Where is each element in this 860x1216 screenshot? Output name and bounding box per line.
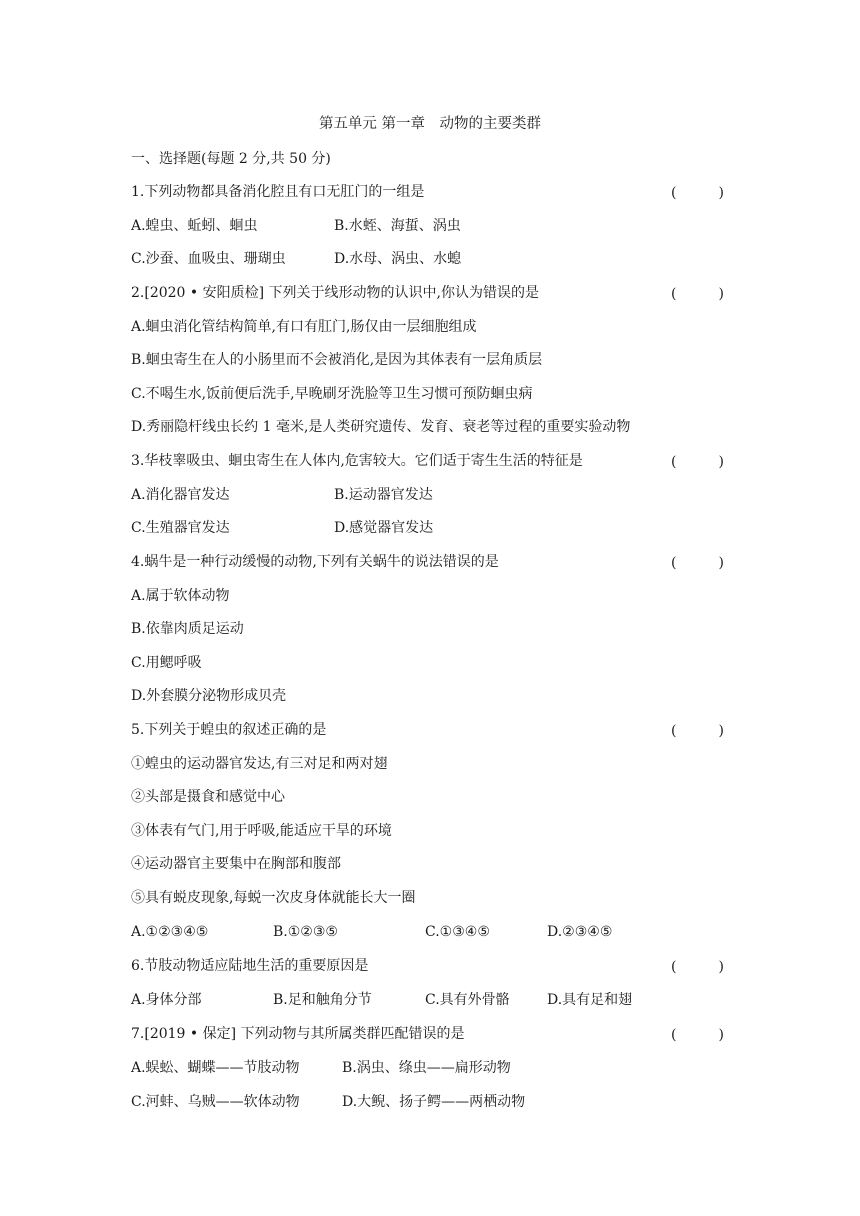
question-7-stem: 7.[2019 • 保定] 下列动物与其所属类群匹配错误的是 (131, 1026, 465, 1042)
question-6-option-b: B.足和触角分节 (273, 992, 372, 1008)
question-5-option-d: D.②③④⑤ (547, 924, 613, 940)
question-3-option-b: B.运动器官发达 (334, 487, 433, 503)
question-3-answer-blank: ( ) (671, 454, 724, 470)
question-6-stem: 6.节肢动物适应陆地生活的重要原因是 (131, 958, 369, 974)
question-6-answer-blank: ( ) (671, 959, 724, 975)
question-5-answer-blank: ( ) (671, 723, 724, 739)
question-4-option-d: D.外套膜分泌物形成贝壳 (131, 688, 287, 704)
question-5-statement-3: ③体表有气门,用于呼吸,能适应干旱的环境 (131, 823, 392, 839)
question-2-option-a: A.蛔虫消化管结构简单,有口有肛门,肠仅由一层细胞组成 (131, 319, 477, 335)
question-2-option-d: D.秀丽隐杆线虫长约 1 毫米,是人类研究遗传、发育、衰老等过程的重要实验动物 (131, 419, 631, 435)
question-4-option-c: C.用鳃呼吸 (131, 655, 202, 671)
question-6-option-a: A.身体分部 (131, 992, 202, 1008)
question-2-option-c: C.不喝生水,饭前便后洗手,早晚刷牙洗脸等卫生习惯可预防蛔虫病 (131, 386, 533, 402)
question-6-option-d: D.具有足和翅 (547, 992, 633, 1008)
question-1-option-c: C.沙蚕、血吸虫、珊瑚虫 (131, 251, 286, 267)
question-6-option-c: C.具有外骨骼 (425, 992, 510, 1008)
question-1-stem: 1.下列动物都具备消化腔且有口无肛门的一组是 (131, 184, 425, 200)
question-3-option-a: A.消化器官发达 (131, 487, 230, 503)
question-4-stem: 4.蜗牛是一种行动缓慢的动物,下列有关蜗牛的说法错误的是 (131, 554, 499, 570)
question-2-answer-blank: ( ) (671, 286, 724, 302)
question-1-option-d: D.水母、涡虫、水螅 (334, 251, 462, 267)
question-4-option-b: B.依靠肉质足运动 (131, 621, 244, 637)
question-5-option-b: B.①②③⑤ (273, 924, 338, 940)
question-5-stem: 5.下列关于蝗虫的叙述正确的是 (131, 722, 327, 738)
question-5-statement-2: ②头部是摄食和感觉中心 (131, 789, 285, 805)
question-5-statement-5: ⑤具有蜕皮现象,每蜕一次皮身体就能长大一圈 (131, 890, 416, 906)
page-title: 第五单元 第一章 动物的主要类群 (318, 116, 542, 132)
question-5-option-a: A.①②③④⑤ (131, 924, 209, 940)
question-1-option-b: B.水蛭、海蜇、涡虫 (334, 218, 461, 234)
question-7-answer-blank: ( ) (671, 1027, 724, 1043)
question-3-option-c: C.生殖器官发达 (131, 520, 230, 536)
question-7-option-d: D.大鲵、扬子鳄——两栖动物 (342, 1094, 526, 1110)
question-5-statement-4: ④运动器官主要集中在胸部和腹部 (131, 856, 341, 872)
question-3-stem: 3.华枝睾吸虫、蛔虫寄生在人体内,危害较大。它们适于寄生生活的特征是 (131, 453, 583, 469)
section-heading: 一、选择题(每题 2 分,共 50 分) (131, 151, 331, 167)
question-4-option-a: A.属于软体动物 (131, 588, 230, 604)
question-1-option-a: A.蝗虫、蚯蚓、蛔虫 (131, 218, 258, 234)
question-2-option-b: B.蛔虫寄生在人的小肠里而不会被消化,是因为其体表有一层角质层 (131, 352, 543, 368)
question-4-answer-blank: ( ) (671, 555, 724, 571)
question-1-answer-blank: ( ) (671, 185, 724, 201)
question-7-option-b: B.涡虫、绦虫——扁形动物 (342, 1060, 511, 1076)
question-2-stem: 2.[2020 • 安阳质检] 下列关于线形动物的认识中,你认为错误的是 (131, 285, 539, 301)
question-5-option-c: C.①③④⑤ (425, 924, 490, 940)
question-3-option-d: D.感觉器官发达 (334, 520, 434, 536)
question-5-statement-1: ①蝗虫的运动器官发达,有三对足和两对翅 (131, 756, 388, 772)
question-7-option-c: C.河蚌、乌贼——软体动物 (131, 1094, 300, 1110)
question-7-option-a: A.蜈蚣、蝴蝶——节肢动物 (131, 1060, 300, 1076)
